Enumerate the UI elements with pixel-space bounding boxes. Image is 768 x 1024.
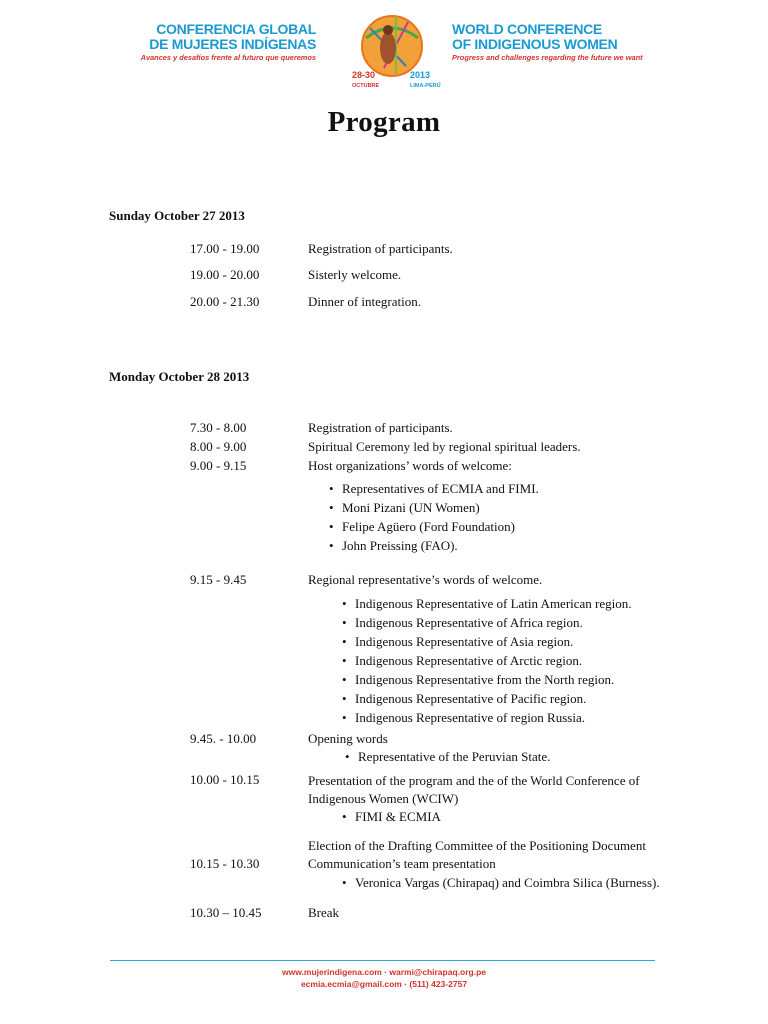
header-english-subtitle: Progress and challenges regarding the future we want <box>452 53 643 62</box>
conference-header <box>0 0 768 100</box>
schedule-activity: Election of the Drafting Committee of the Positioning Document <box>308 838 646 853</box>
footer-divider <box>110 960 655 961</box>
schedule-activity: Host organizations’ words of welcome: <box>308 458 512 473</box>
list-item: • Representatives of ECMIA and FIMI. <box>342 479 539 498</box>
list-item: • FIMI & ECMIA <box>355 807 441 826</box>
schedule-time: 17.00 - 19.00 <box>190 241 260 256</box>
schedule-time: 20.00 - 21.30 <box>190 294 260 309</box>
header-spanish-title-1: CONFERENCIA GLOBAL <box>156 21 316 37</box>
list-item: • Indigenous Representative of Pacific region. <box>355 689 632 708</box>
list-item: • Representative of the Peruvian State. <box>358 747 550 766</box>
schedule-time: 9.00 - 9.15 <box>190 458 247 473</box>
schedule-activity: Registration of participants. <box>308 241 453 256</box>
header-english <box>452 22 643 63</box>
list-item: • John Preissing (FAO). <box>342 536 539 555</box>
logo-place: LIMA-PERÚ <box>410 83 441 89</box>
header-english-title-1: WORLD CONFERENCE <box>452 21 602 37</box>
list-item: • Indigenous Representative of Latin American region. <box>355 594 632 613</box>
list-item: • Indigenous Representative from the North region. <box>355 670 632 689</box>
list-item: • Indigenous Representative of region Russia. <box>355 708 632 727</box>
list-item: • Indigenous Representative of Africa region. <box>355 613 632 632</box>
schedule-activity: Opening words <box>308 731 388 746</box>
footer-contact-line-1[interactable]: www.mujerindigena.com · warmi@chirapaq.org.pe <box>282 967 486 977</box>
logo-month: OCTUBRE <box>352 83 380 89</box>
schedule-activity: Sisterly welcome. <box>308 267 402 282</box>
monday-heading: Monday October 28 2013 <box>109 369 250 384</box>
list-item: • Indigenous Representative of Asia region. <box>355 632 632 651</box>
header-spanish-subtitle: Avances y desafíos frente al futuro que queremos <box>140 53 316 62</box>
logo-dates: 28-30 <box>352 70 376 80</box>
host-organizations-list <box>342 479 539 555</box>
list-item: • Felipe Agüero (Ford Foundation) <box>342 517 539 536</box>
regional-representatives-list <box>355 594 632 727</box>
presentation-list <box>355 807 441 826</box>
logo-year: 2013 <box>410 70 431 80</box>
schedule-time: 9.15 - 9.45 <box>190 572 247 587</box>
sunday-heading: Sunday October 27 2013 <box>109 208 245 223</box>
header-spanish-title-2: DE MUJERES INDÍGENAS <box>149 36 316 52</box>
schedule-time: 10.30 – 10.45 <box>190 905 262 920</box>
schedule-activity: Break <box>308 905 340 920</box>
footer-contact-line-2[interactable]: ecmia.ecmia@gmail.com · (511) 423-2757 <box>300 979 468 989</box>
schedule-activity: Registration of participants. <box>308 420 453 435</box>
schedule-time: 19.00 - 20.00 <box>190 267 260 282</box>
schedule-activity: Spiritual Ceremony led by regional spiritual leaders. <box>308 439 581 454</box>
schedule-time: 10.00 - 10.15 <box>190 772 260 787</box>
schedule-activity: Regional representative’s words of welcome. <box>308 572 543 587</box>
header-english-title-2: OF INDIGENOUS WOMEN <box>452 36 618 52</box>
opening-words-list <box>358 747 550 766</box>
schedule-time: 10.15 - 10.30 <box>190 856 260 871</box>
list-item: • Veronica Vargas (Chirapaq) and Coimbra Silica (Burness). <box>355 873 660 892</box>
list-item: • Indigenous Representative of Arctic region. <box>355 651 632 670</box>
schedule-time: 8.00 - 9.00 <box>190 439 247 454</box>
communication-team-list <box>355 873 660 892</box>
schedule-time: 7.30 - 8.00 <box>190 420 247 435</box>
page-title: Program <box>327 106 441 138</box>
list-item: • Moni Pizani (UN Women) <box>342 498 539 517</box>
schedule-activity: Dinner of integration. <box>308 294 421 309</box>
conference-logo-icon <box>336 8 448 92</box>
schedule-activity: Communication’s team presentation <box>308 856 496 871</box>
header-spanish <box>141 22 316 63</box>
schedule-time: 9.45. - 10.00 <box>190 731 257 746</box>
schedule-activity: Presentation of the program and the of the World Conference of Indigenous Women (WCIW) <box>308 773 640 806</box>
